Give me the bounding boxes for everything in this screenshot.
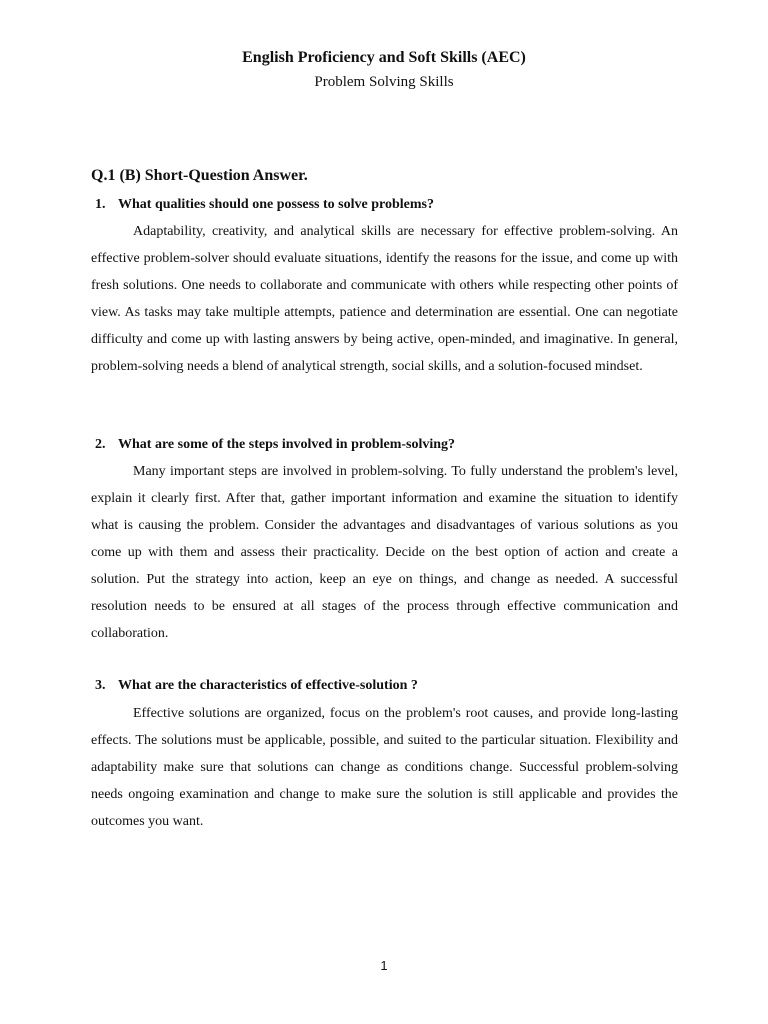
page-number: 1 bbox=[380, 958, 388, 973]
answer-3: Effective solutions are organized, focus on the problem's root causes, and provide long-lasting effects. The solutions must be applicable, possible, and suited to the particular situation. Flexibility and adaptability make sure that solutions can change as conditions change. Successful problem-solving needs ongoing examination and change to make sure the solution is still applicable and provides the outcomes you want. bbox=[91, 706, 678, 829]
question-1 bbox=[95, 196, 434, 214]
answer-2: Many important steps are involved in problem-solving. To fully understand the problem's level, explain it clearly first. After that, gather important information and examine the situation to identify what is causing the problem. Consider the advantages and disadvantages of various solutions as you come up with them and assess their practicality. Decide on the best option of action and create a solution. Put the strategy into action, keep an eye on things, and change as needed. A successful resolution needs to be ensured at all stages of the process through effective communication and collaboration. bbox=[91, 464, 678, 641]
document-title: English Proficiency and Soft Skills (AEC) bbox=[242, 49, 526, 66]
question-text: What are some of the steps involved in problem-solving? bbox=[118, 437, 456, 452]
question-3 bbox=[95, 677, 418, 695]
answer-1: Adaptability, creativity, and analytical skills are necessary for effective problem-solving. An effective problem-solver should evaluate situations, identify the reasons for the issue, and come up with fresh solutions. One needs to collaborate and communicate with others while respecting other points of view. As tasks may take multiple attempts, patience and determination are essential. One can negotiate difficulty and come up with lasting answers by being active, open-minded, and imaginative. In general, problem-solving needs a blend of analytical strength, social skills, and a solution-focused mindset. bbox=[91, 224, 678, 374]
question-number: 1. bbox=[95, 197, 106, 212]
question-number: 2. bbox=[95, 437, 106, 452]
question-number: 3. bbox=[95, 678, 106, 693]
document-subtitle: Problem Solving Skills bbox=[314, 74, 454, 90]
section-heading: Q.1 (B) Short-Question Answer. bbox=[91, 167, 308, 184]
question-2 bbox=[95, 436, 455, 454]
question-text: What qualities should one possess to solve problems? bbox=[118, 197, 434, 212]
question-text: What are the characteristics of effective-solution ? bbox=[118, 678, 418, 693]
